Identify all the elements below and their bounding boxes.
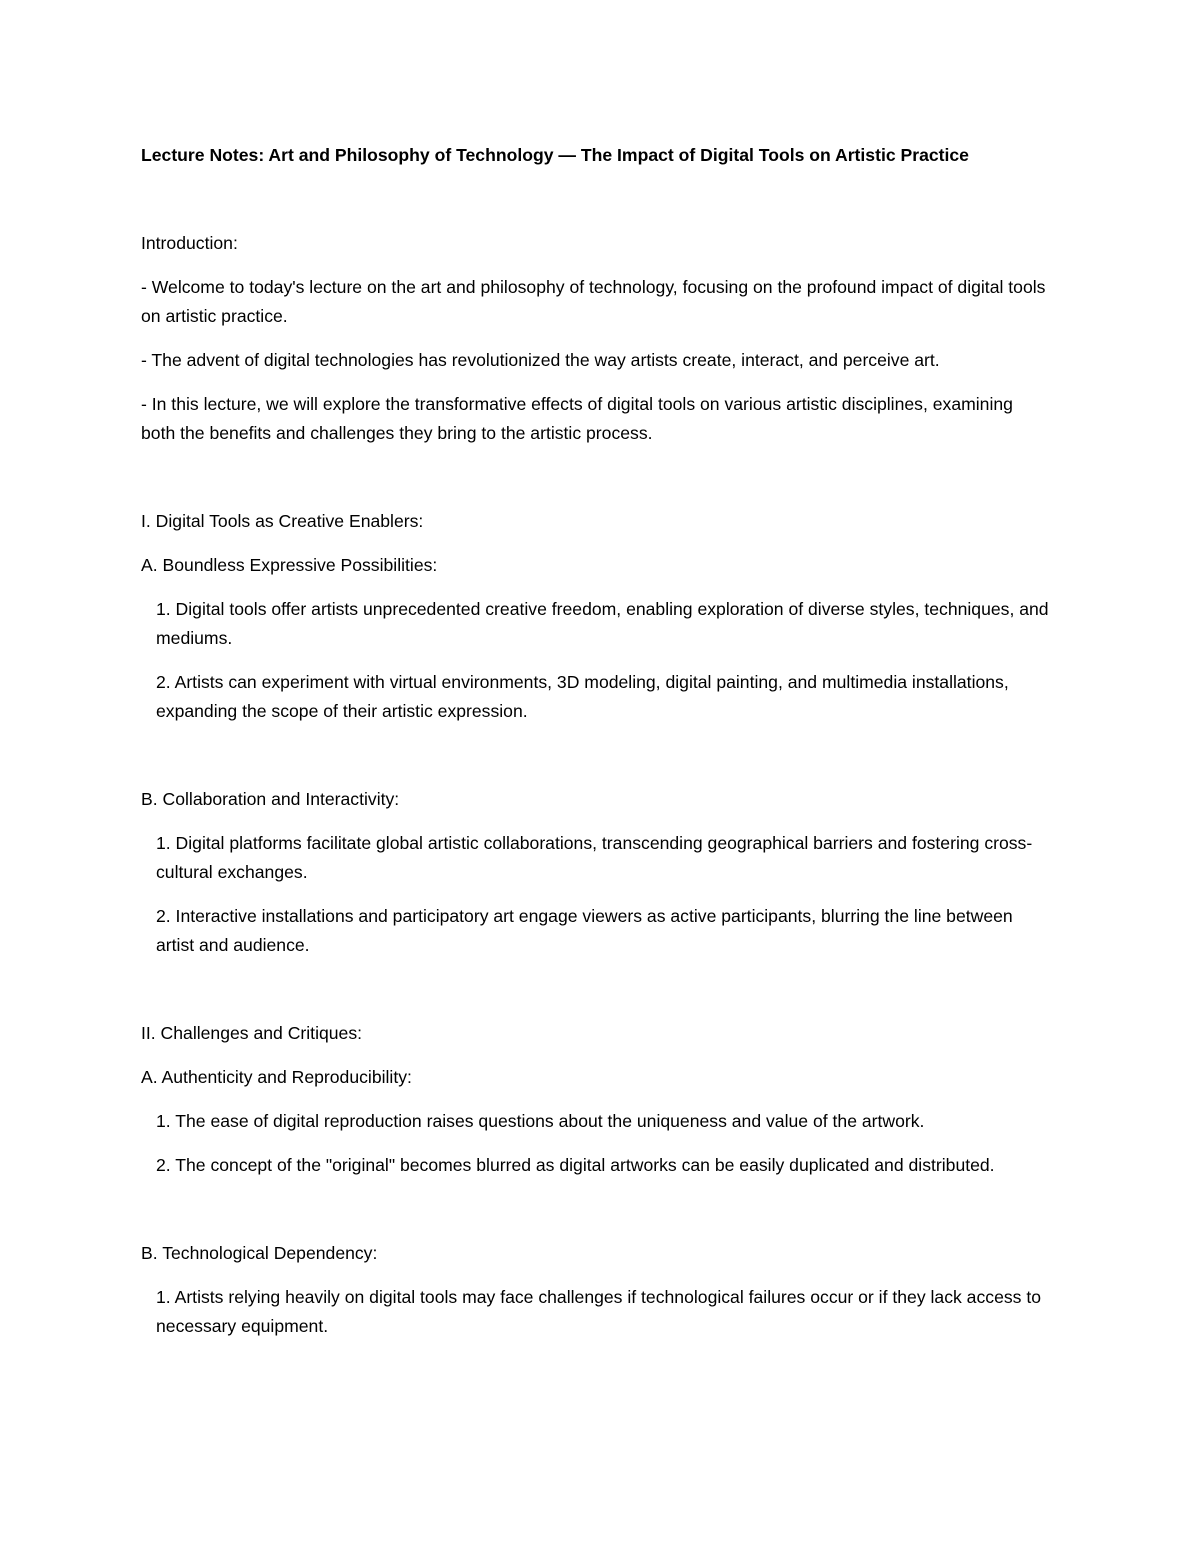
section-1a-heading: A. Boundless Expressive Possibilities: [141,555,438,575]
section-1b-heading: B. Collaboration and Interactivity: [141,789,400,809]
spacer [141,741,1051,785]
section-1a-item-1: 1. Digital tools offer artists unprecedented creative freedom, enabling exploration of diverse styles, techniques, and mediums. [156,599,1049,648]
section-1-heading: I. Digital Tools as Creative Enablers: [141,511,424,531]
spacer [141,170,1051,229]
section-2a-heading: A. Authenticity and Reproducibility: [141,1067,412,1087]
section-2b-item-1: 1. Artists relying heavily on digital tools may face challenges if technological failures occur or if they lack access to necessary equipment. [156,1287,1042,1336]
section-1b-item-2: 2. Interactive installations and participatory art engage viewers as active participants, blurring the line between artist and audience. [156,906,1013,955]
document-body [141,141,1051,1356]
document-title: Lecture Notes: Art and Philosophy of Technology — The Impact of Digital Tools on Artistic Practice [141,145,969,165]
spacer [141,975,1051,1019]
intro-item-1: - Welcome to today's lecture on the art and philosophy of technology, focusing on the profound impact of digital tools on artistic practice. [141,277,1046,326]
spacer [141,463,1051,507]
intro-item-2: - The advent of digital technologies has revolutionized the way artists create, interact, and perceive art. [141,350,940,370]
section-2b-heading: B. Technological Dependency: [141,1243,378,1263]
intro-item-3: - In this lecture, we will explore the transformative effects of digital tools on various artistic disciplines, examining both the benefits and challenges they bring to the artistic process. [141,394,1013,443]
intro-heading: Introduction: [141,233,238,253]
section-2a-item-2: 2. The concept of the "original" becomes blurred as digital artworks can be easily duplicated and distributed. [156,1155,995,1175]
section-2-heading: II. Challenges and Critiques: [141,1023,363,1043]
section-2a-item-1: 1. The ease of digital reproduction raises questions about the uniqueness and value of the artwork. [156,1111,925,1131]
spacer [141,1195,1051,1239]
section-1a-item-2: 2. Artists can experiment with virtual environments, 3D modeling, digital painting, and multimedia installations, expanding the scope of their artistic expression. [156,672,1009,721]
section-1b-item-1: 1. Digital platforms facilitate global artistic collaborations, transcending geographical barriers and fostering cross-cultural exchanges. [156,833,1033,882]
